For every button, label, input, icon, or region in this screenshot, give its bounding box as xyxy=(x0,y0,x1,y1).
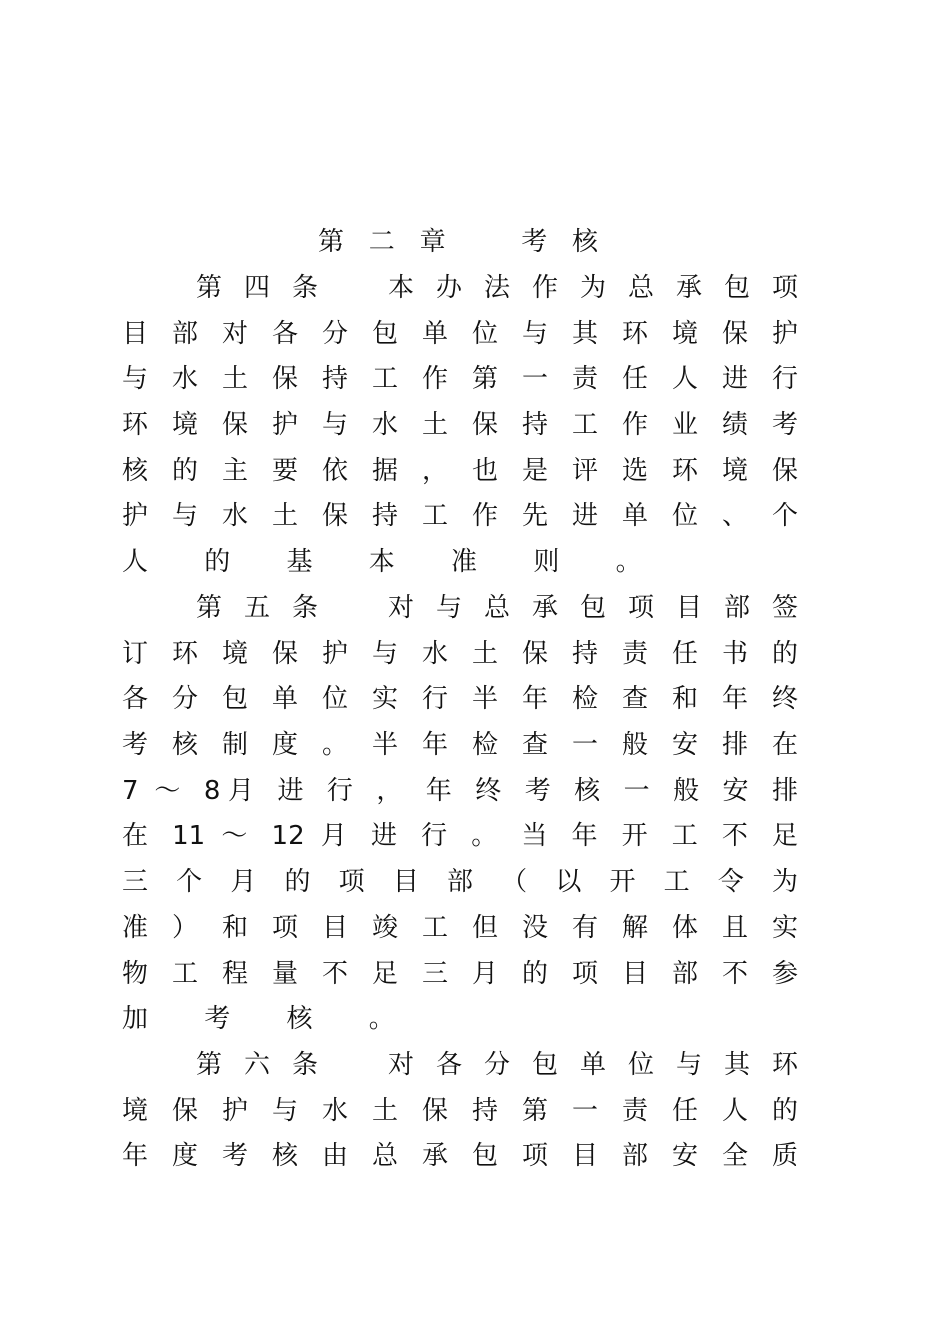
article-4-line-6: 护 与 水 土 保 持 工 作 先 进 单 位 、 个 xyxy=(122,501,798,531)
article-5-line-8: 准 ） 和 项 目 竣 工 但 没 有 解 体 且 实 xyxy=(122,913,798,943)
article-5-line-5: 7 ～ 8月 进 行 ， 年 终 考 核 一 般 安 排 xyxy=(122,776,798,806)
article-5-line-2: 订 环 境 保 护 与 水 土 保 持 责 任 书 的 xyxy=(122,639,798,669)
article-5-line-9: 物 工 程 量 不 足 三 月 的 项 目 部 不 参 xyxy=(122,959,798,989)
article-5-line-10: 加 考 核 。 xyxy=(122,1004,419,1034)
article-5-line-7: 三 个 月 的 项 目 部 （ 以 开 工 令 为 xyxy=(122,867,798,897)
article-4-line-5: 核 的 主 要 依 据 ， 也 是 评 选 环 境 保 xyxy=(122,456,798,486)
article-5-line-3: 各 分 包 单 位 实 行 半 年 检 查 和 年 终 xyxy=(122,684,798,714)
article-4-line-2: 目 部 对 各 分 包 单 位 与 其 环 境 保 护 xyxy=(122,319,798,349)
article-4-line-7: 人 的 基 本 准 则 。 xyxy=(122,547,666,577)
article-5-line-6: 在 11 ～ 12 月 进 行 。 当 年 开 工 不 足 xyxy=(122,821,798,851)
article-4-line-1: 第 四 条 本 办 法 作 为 总 承 包 项 xyxy=(196,273,798,303)
article-6-line-2: 境 保 护 与 水 土 保 持 第 一 责 任 人 的 xyxy=(122,1096,798,1126)
article-4-line-4: 环 境 保 护 与 水 土 保 持 工 作 业 绩 考 xyxy=(122,410,798,440)
chapter-title: 第 二 章 考 核 xyxy=(318,227,598,257)
article-4-line-3: 与 水 土 保 持 工 作 第 一 责 任 人 进 行 xyxy=(122,364,798,394)
article-5-line-4: 考 核 制 度 。 半 年 检 查 一 般 安 排 在 xyxy=(122,730,798,760)
article-6-line-3: 年 度 考 核 由 总 承 包 项 目 部 安 全 质 xyxy=(122,1141,798,1171)
article-6-line-1: 第 六 条 对 各 分 包 单 位 与 其 环 xyxy=(196,1050,798,1080)
article-5-line-1: 第 五 条 对 与 总 承 包 项 目 部 签 xyxy=(196,593,798,623)
